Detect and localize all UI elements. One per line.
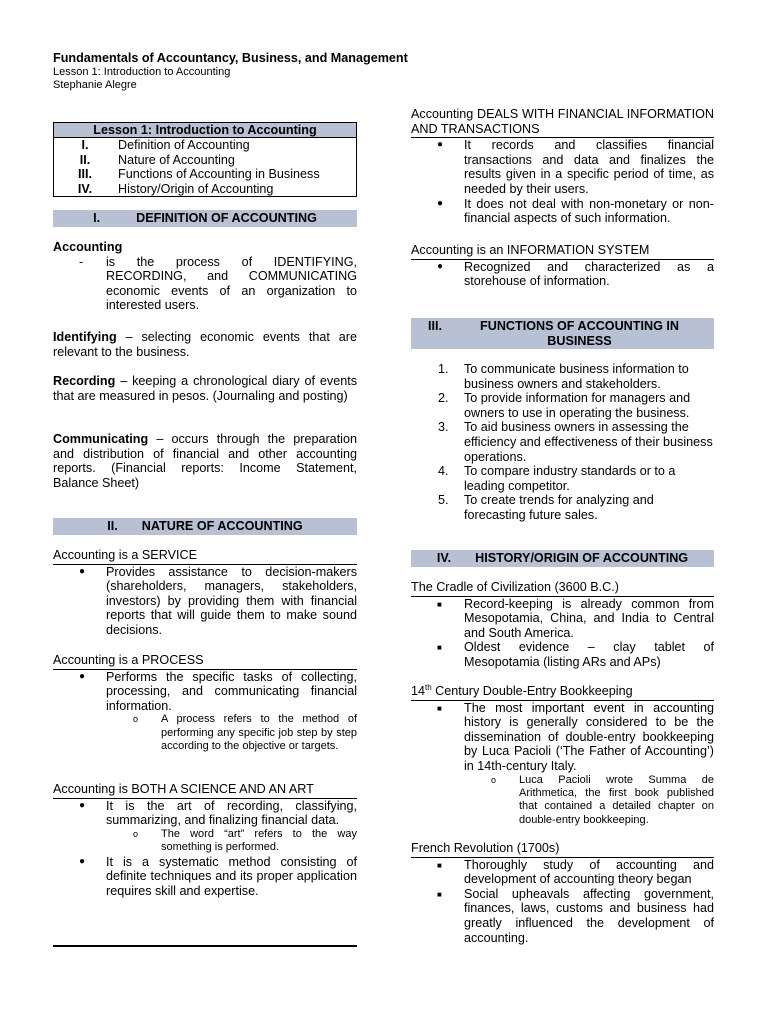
list-item: 5. To create trends for analyzing and forecasting future sales. [438, 493, 654, 522]
toc-heading: Lesson 1: Introduction to Accounting [54, 123, 357, 138]
toc-row: II. Nature of Accounting [79, 152, 235, 167]
toc-table [53, 122, 357, 197]
author-name: Stephanie Alegre [53, 78, 137, 91]
process-block [53, 653, 357, 754]
financial-info-block [411, 107, 714, 226]
course-title: Fundamentals of Accountancy, Business, and Management [53, 51, 408, 65]
list-item: 2. To provide information for managers and owners to use in operating the business. [438, 391, 691, 420]
list-item: ● It records and classifies financial transactions and data and finalizes the results given in a specific period of time, as needed by their users. [437, 138, 714, 196]
list-item: ■ Thoroughly study of accounting and development of accounting theory began [437, 857, 714, 887]
service-title: Accounting is a SERVICE [53, 548, 357, 565]
list-item: 1. To communicate business information to business owners and stakeholders. [438, 362, 689, 391]
document-header [53, 51, 408, 92]
list-item: ■ Record-keeping is already common from Mesopotamia, China, and India to Central and South America. [437, 596, 714, 640]
list-item: ● Performs the specific tasks of collecting, processing, and communicating financial information. [79, 669, 357, 713]
list-item: ● Recognized and characterized as a storehouse of information. [437, 259, 714, 289]
section-heading-history: IV. HISTORY/ORIGIN OF ACCOUNTING [411, 550, 714, 567]
sub-list-item: o Luca Pacioli wrote Summa de Arithmetica, the first book published that contained a detailed chapter on double-entry bookkeeping. [491, 773, 714, 826]
toc-row: I. Definition of Accounting [81, 138, 250, 153]
accounting-term: Accounting [53, 240, 123, 254]
section-heading-nature: II. NATURE OF ACCOUNTING [53, 518, 357, 535]
communicating-paragraph: Communicating – occurs through the preparation and distribution of financial and other accounting reports. (Financial reports: Income Statement, Balance Sheet) [53, 432, 357, 490]
list-item: ● It does not deal with non-monetary or non-financial aspects of such information. [437, 196, 714, 226]
list-item: ● It is the art of recording, classifying, summarizing, and finalizing financial data. [79, 798, 357, 828]
cradle-title: The Cradle of Civilization (3600 B.C.) [411, 580, 714, 597]
recording-paragraph: Recording – keeping a chronological diary of events that are measured in pesos. (Journaling and posting) [53, 374, 357, 403]
info-system-title: Accounting is an INFORMATION SYSTEM [411, 243, 714, 260]
deals-title: Accounting DEALS WITH FINANCIAL INFORMATION AND TRANSACTIONS [411, 107, 714, 138]
list-item: ■ Social upheavals affecting government, finances, laws, customs and business had greatly influenced the development of accounting. [437, 886, 714, 945]
sub-list-item: o The word “art” refers to the way something is performed. [133, 827, 357, 854]
identifying-paragraph: Identifying – selecting economic events that are relevant to the business. [53, 330, 357, 359]
section-heading-definition: I. DEFINITION OF ACCOUNTING [53, 210, 357, 227]
lesson-subtitle: Lesson 1: Introduction to Accounting [53, 65, 231, 78]
accounting-definition: - is the process of IDENTIFYING, RECORDING, and COMMUNICATING economic events of an organization to interested users. [79, 254, 357, 313]
list-item: ■ The most important event in accounting history is generally considered to be the dissemination of double-entry bookkeeping by Luca Pacioli (‘The Father of Accounting’) in 14th-century Italy. [437, 700, 714, 773]
double-entry-title: 14th Century Double-Entry Bookkeeping [411, 684, 714, 701]
science-art-block [53, 782, 357, 898]
service-block [53, 548, 357, 638]
double-entry-block [411, 684, 714, 827]
toc-row: III. Functions of Accounting in Business [78, 167, 320, 182]
cradle-block [411, 580, 714, 670]
french-revolution-title: French Revolution (1700s) [411, 841, 714, 858]
info-system-block [411, 243, 714, 289]
functions-list [411, 362, 714, 523]
toc-row: IV. History/Origin of Accounting [77, 181, 274, 196]
french-revolution-block [411, 841, 714, 945]
bottom-divider [53, 945, 357, 947]
accounting-definition-block [53, 240, 357, 313]
sub-list-item: o A process refers to the method of performing any specific job step by step according to the objective or targets. [133, 713, 357, 753]
science-art-title: Accounting is BOTH A SCIENCE AND AN ART [53, 782, 357, 799]
list-item: ● It is a systematic method consisting of definite techniques and its proper application requires skill and expertise. [79, 854, 357, 898]
list-item: 3. To aid business owners in assessing the efficiency and effectiveness of their business operations. [438, 420, 713, 464]
list-item: ■ Oldest evidence – clay tablet of Mesopotamia (listing ARs and APs) [437, 640, 714, 669]
section-heading-functions: III. FUNCTIONS OF ACCOUNTING IN BUSINESS [411, 318, 714, 349]
list-item: ● Provides assistance to decision-makers (shareholders, managers, stakeholders, investors) by providing them with financial reports that will guide them to make sound decisions. [79, 564, 357, 637]
process-title: Accounting is a PROCESS [53, 653, 357, 670]
list-item: 4. To compare industry standards or to a leading competitor. [438, 464, 676, 493]
